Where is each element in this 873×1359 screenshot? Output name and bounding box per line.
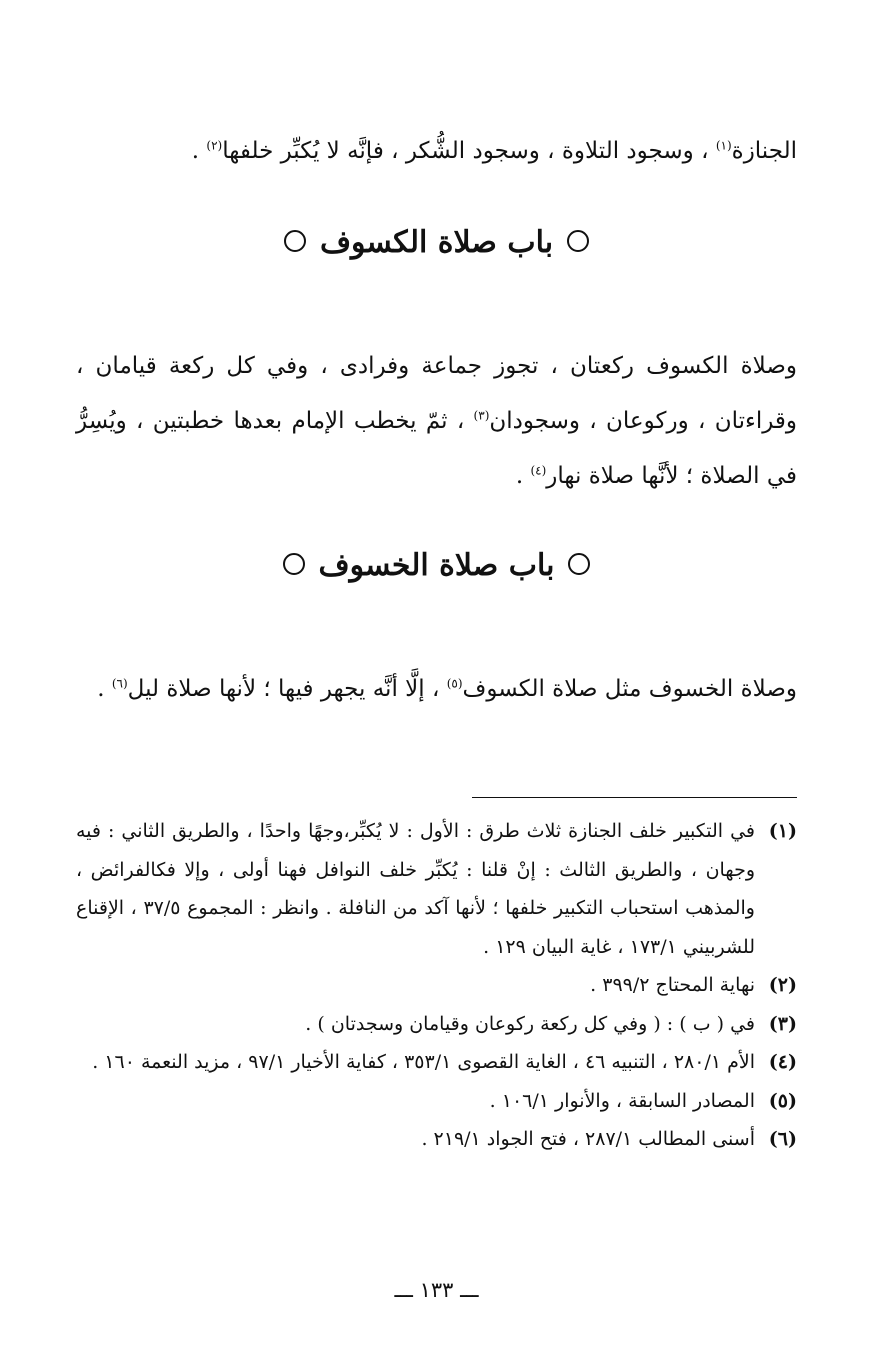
section2-text: وصلاة الخسوف مثل صلاة الكسوف (462, 676, 797, 702)
footnote-item (76, 812, 797, 966)
circle-ornament-icon (568, 553, 590, 575)
section1-text: وصلاة الكسوف ركعتان ، تجوز جماعة وفرادى ، وفي كل ركعة قيامان ، وقراءتان ، وركوعان ، وسجودان (76, 353, 798, 434)
section1-heading-text: باب صلاة الكسوف (319, 225, 554, 260)
footnote-ref-4[interactable]: (٤) (530, 463, 547, 478)
page-number: ـــ ١٣٣ ـــ (394, 1278, 479, 1302)
footnote-ref-1[interactable]: (١) (715, 138, 732, 153)
footnote-item (76, 966, 797, 1005)
footnote-text: في التكبير خلف الجنازة ثلاث طرق : الأول : لا يُكبِّر،وجهًا واحدًا ، والطريق الثاني : فيه وجهان ، والطريق الثالث : إنْ قلنا : يُكبِّر خلف النوافل فهنا أولى ، وإلا فكالفرائض ، والمذهب استحباب التكبير خلفها ؛ لأنها آكد من النافلة . وانظر : المجموع ٣٧/٥ ، الإقناع للشربيني ١٧٣/١ ، غاية البيان ١٢٩ . (76, 820, 755, 958)
circle-ornament-icon (283, 553, 305, 575)
intro-text-2: ، وسجود التلاوة ، وسجود الشُّكر ، فإنَّه لا يُكبِّر خلفها (222, 138, 716, 164)
section2-paragraph (76, 662, 797, 717)
footnote-ref-6[interactable]: (٦) (111, 676, 128, 691)
intro-text: الجنازة (731, 138, 797, 164)
section2-text-3: . (97, 676, 112, 702)
footnote-separator (472, 797, 797, 798)
intro-text-3: . (191, 138, 207, 164)
footnote-text: المصادر السابقة ، والأنوار ١٠٦/١ . (489, 1089, 755, 1112)
footnote-number: (٥) (768, 1089, 797, 1112)
section-heading-eclipse-moon (76, 548, 797, 583)
section1-text-3: . (515, 463, 531, 489)
footnote-item (76, 1043, 797, 1082)
footnote-number: (١) (768, 820, 797, 842)
footnote-text: في ( ب ) : ( وفي كل ركعة ركوعان وقيامان وسجدتان ) . (305, 1012, 755, 1035)
footnote-text: الأم ٢٨٠/١ ، التنبيه ٤٦ ، الغاية القصوى ٣٥٣/١ ، كفاية الأخيار ٩٧/١ ، مزيد النعمة ١٦٠ . (92, 1051, 755, 1073)
footnote-ref-5[interactable]: (٥) (446, 676, 463, 691)
footnote-number: (٣) (768, 1012, 797, 1035)
footnote-text: أسنى المطالب ٢٨٧/١ ، فتح الجواد ٢١٩/١ . (421, 1128, 755, 1150)
footnote-ref-2[interactable]: (٢) (206, 138, 223, 153)
intro-paragraph (76, 124, 797, 179)
section1-paragraph (76, 339, 797, 504)
footnote-ref-3[interactable]: (٣) (473, 408, 490, 423)
footnote-number: (٦) (768, 1128, 797, 1150)
footnote-number: (٤) (768, 1051, 797, 1073)
section2-heading-text: باب صلاة الخسوف (318, 548, 555, 583)
footnote-item (76, 1082, 797, 1121)
circle-ornament-icon (567, 230, 589, 252)
footnote-item (76, 1005, 797, 1044)
footnote-item (76, 1120, 797, 1159)
section2-text-2: ، إلَّا أنَّه يجهر فيها ؛ لأنها صلاة ليل (127, 676, 447, 702)
section1-text-2: ، ثمّ يخطب الإمام بعدها خطبتين ، ويُسِرُّ في الصلاة ؛ لأنَّها صلاة نهار (76, 408, 797, 489)
footnote-number: (٢) (768, 974, 797, 996)
footnote-text: نهاية المحتاج ٣٩٩/٢ . (590, 974, 755, 996)
section-heading-eclipse-sun (76, 225, 797, 260)
footnotes (76, 812, 797, 1159)
circle-ornament-icon (284, 230, 306, 252)
